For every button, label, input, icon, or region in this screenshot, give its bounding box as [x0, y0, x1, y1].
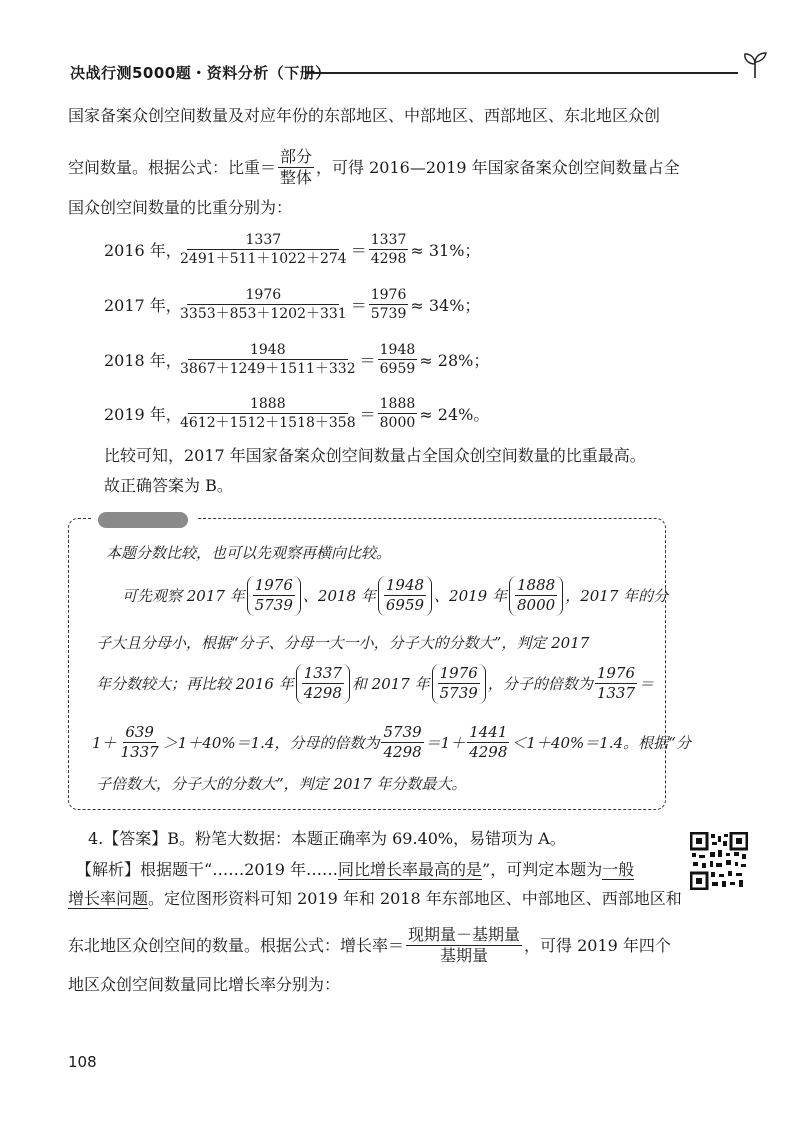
text-span: 年分数较大；再比较 2016 年	[96, 674, 294, 693]
comparison-sentence: 比较可知，2017 年国家备案众创空间数量占全国众创空间数量的比重最高。	[104, 446, 646, 465]
text-span: ，分子的倍数为	[487, 674, 593, 693]
fraction-numerator: 1948	[384, 577, 426, 596]
calc-fraction	[178, 396, 358, 431]
fraction	[467, 724, 509, 762]
tip-line: 子倍数大，分子大的分数大”，判定 2017 年分数最大。	[96, 775, 467, 793]
calc-row-2016: 2016 年， $\frac{1337}{2491+511+1022+274}$ ＝ $\frac{1337}{4298}$ ≈ 31%；	[104, 232, 481, 268]
fraction-denominator: 6959	[385, 596, 425, 615]
tip-line	[96, 664, 654, 704]
fraction-numerator: 1948	[378, 342, 418, 360]
text-span: ＞1＋40%＝1.4，分母的倍数为	[162, 733, 380, 752]
fraction-numerator: 639	[123, 724, 156, 743]
fraction-denominator: 4298	[383, 743, 422, 762]
fraction-numerator: 1976	[438, 665, 480, 684]
tip-badge-pill	[98, 512, 188, 528]
text-span: 根据题干“……2019 年……	[140, 860, 339, 879]
fraction-numerator: 1976	[253, 577, 295, 596]
tip-label-badge	[92, 509, 196, 531]
calc-result: ≈ 24%。	[419, 405, 490, 425]
ratio-formula	[278, 148, 314, 188]
fraction	[515, 577, 557, 615]
bracketed-fraction	[509, 576, 563, 616]
fraction-denominator: 5739	[439, 684, 478, 703]
text-span: ，2017 年的分	[565, 586, 669, 605]
analysis-line	[76, 860, 634, 880]
fraction	[438, 665, 480, 703]
fraction-denominator: 4298	[370, 251, 407, 268]
fraction	[381, 724, 423, 762]
answer-label: 4.【答案】	[88, 829, 168, 848]
sprout-icon	[740, 50, 770, 80]
fraction-denominator: 整体	[280, 168, 313, 188]
bracketed-fraction	[432, 664, 486, 704]
text-span: 东北地区众创空间的数量。根据公式：增长率＝	[68, 935, 405, 955]
fraction-numerator: 1948	[188, 342, 348, 360]
answer-sentence: 故正确答案为 B。	[104, 476, 233, 495]
underlined-text: 增长率问题	[68, 889, 149, 908]
fraction-numerator: 1337	[187, 232, 339, 250]
text-span: 、2018 年	[302, 586, 376, 605]
fraction-denominator: 5739	[254, 596, 293, 615]
calc-year: 2019 年，	[104, 405, 182, 425]
text-span: 空间数量。根据公式：比重＝	[68, 157, 277, 177]
running-header	[70, 50, 770, 90]
text-span: 和 2017 年	[351, 674, 430, 693]
fraction-denominator: 2491＋511＋1022＋274	[180, 251, 347, 268]
fraction-denominator: 4298	[469, 743, 508, 762]
analysis-line	[68, 889, 682, 909]
text-span: ，可得 2019 年四个	[524, 935, 671, 955]
calc-year: 2017 年，	[104, 296, 182, 316]
body-paragraph-line	[68, 148, 680, 188]
book-title: 决战行测5000题・资料分析（下册）	[70, 64, 331, 82]
fraction-numerator: 1976	[187, 287, 339, 305]
calc-result: ≈ 34%；	[410, 296, 481, 316]
fraction-numerator: 1888	[188, 396, 348, 414]
fraction-numerator: 1337	[369, 232, 409, 250]
analysis-label: 【解析】	[76, 860, 141, 879]
analysis-line: 地区众创空间数量同比增长率分别为：	[68, 975, 341, 994]
answer-line	[88, 829, 566, 849]
calc-row-2018: 2018 年， $\frac{1948}{3867+1249+1511+332}$ ＝ $\frac{1948}{6959}$ ≈ 28%；	[104, 342, 490, 378]
answer-text: B。粉笔大数据：本题正确率为 69.40%，易错项为 A。	[167, 829, 566, 848]
fraction-numerator: 1976	[369, 287, 409, 305]
tip-line	[122, 576, 668, 616]
underlined-text: 一般	[602, 860, 635, 879]
calc-result: ≈ 28%；	[419, 351, 490, 371]
body-paragraph-line: 国众创空间数量的比重分别为：	[68, 198, 293, 217]
fraction-denominator: 4612＋1512＋1518＋358	[180, 415, 356, 432]
fraction-numerator: 1976	[595, 665, 637, 684]
growth-rate-formula	[406, 926, 522, 966]
bracketed-fraction	[378, 576, 432, 616]
tip-line: 子大且分母小，根据“分子、分母一大一小，分子大的分数大”，判定 2017	[96, 634, 590, 652]
text-span: ，可得 2016—2019 年国家备案众创空间数量占全	[316, 157, 680, 177]
text-span: 可先观察 2017 年	[122, 586, 245, 605]
body-paragraph-line: 国家备案众创空间数量及对应年份的东部地区、中部地区、西部地区、东北地区众创	[68, 106, 661, 125]
tip-line: 本题分数比较，也可以先观察再横向比较。	[106, 544, 392, 562]
tip-line	[92, 724, 691, 762]
calc-fraction-simplified	[369, 287, 409, 322]
calc-fraction-simplified	[369, 232, 409, 267]
fraction-numerator: 1337	[302, 665, 344, 684]
header-rule	[306, 72, 738, 74]
fraction	[119, 724, 161, 762]
calc-fraction	[178, 287, 349, 322]
calc-result: ≈ 31%；	[410, 241, 481, 261]
fraction-denominator: 8000	[517, 596, 556, 615]
calc-fraction-simplified	[378, 342, 418, 377]
calc-fraction	[178, 342, 358, 377]
text-span: ＝1＋	[425, 733, 466, 752]
fraction-numerator: 1888	[378, 396, 418, 414]
text-span: 、2019 年	[434, 586, 507, 605]
qr-code-icon	[690, 832, 748, 890]
text-span: ”，可判定本题为	[482, 860, 603, 879]
fraction-numerator: 部分	[278, 148, 314, 168]
fraction-denominator: 1337	[596, 684, 636, 703]
analysis-line	[68, 926, 671, 966]
fraction-numerator: 5739	[381, 724, 423, 743]
fraction-numerator: 现期量－基期量	[406, 926, 522, 946]
underlined-text: 同比增长率最高的是	[338, 860, 483, 879]
bracketed-fraction	[296, 664, 350, 704]
calc-row-2019: 2019 年， $\frac{1888}{4612+1512+1518+358}$ ＝ $\frac{1888}{8000}$ ≈ 24%。	[104, 396, 490, 432]
fraction-denominator: 6959	[379, 361, 416, 378]
fraction-numerator: 1888	[515, 577, 557, 596]
fraction	[302, 665, 344, 703]
text-span: ＜1＋40%＝1.4。根据“分	[511, 733, 691, 752]
fraction-denominator: 3353＋853＋1202＋331	[180, 306, 347, 323]
fraction	[595, 665, 637, 703]
fraction-denominator: 5739	[370, 306, 407, 323]
page-number: 108	[68, 1053, 97, 1071]
fraction	[384, 577, 426, 615]
calc-row-2017: 2017 年， $\frac{1976}{3353+853+1202+331}$ ＝ $\frac{1976}{5739}$ ≈ 34%；	[104, 287, 481, 323]
calc-year: 2018 年，	[104, 351, 182, 371]
fraction-denominator: 1337	[120, 743, 159, 762]
fraction-denominator: 8000	[379, 415, 416, 432]
text-span: ＝	[639, 674, 655, 693]
calc-year: 2016 年，	[104, 241, 182, 261]
fraction	[253, 577, 295, 615]
fraction-numerator: 1441	[467, 724, 509, 743]
text-span: 1＋	[92, 733, 117, 752]
fraction-denominator: 基期量	[440, 946, 489, 966]
fraction-denominator: 4298	[303, 684, 342, 703]
calc-fraction-simplified	[378, 396, 418, 431]
fraction-denominator: 3867＋1249＋1511＋332	[180, 361, 356, 378]
text-span: 。定位图形资料可知 2019 年和 2018 年东部地区、中部地区、西部地区和	[148, 889, 682, 908]
calc-fraction	[178, 232, 349, 267]
bracketed-fraction	[247, 576, 301, 616]
